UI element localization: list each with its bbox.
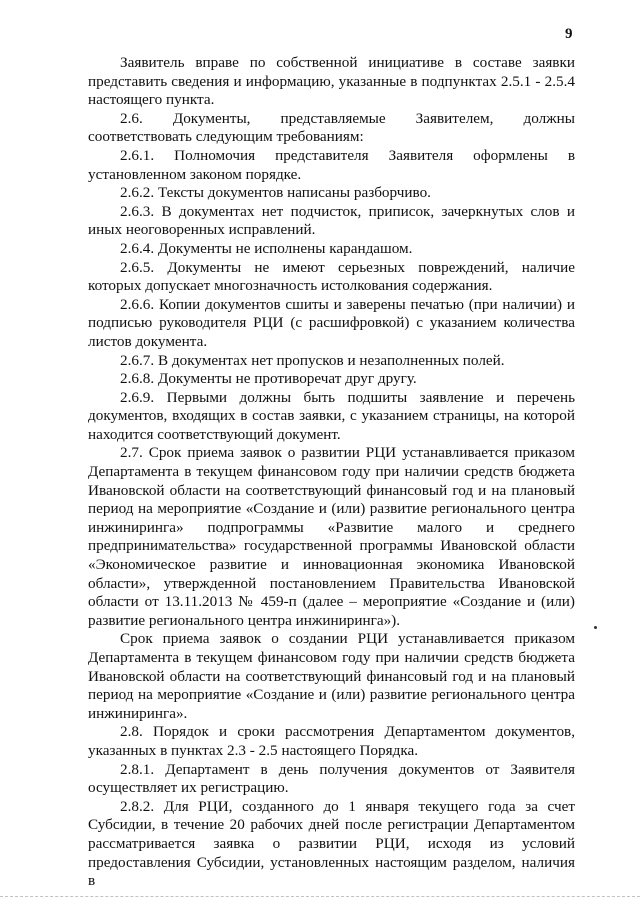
paragraph-2-7: 2.7. Срок приема заявок о развитии РЦИ устанавливается приказом Департамента в текущем финансовом году при наличии средств бюджета Ивановской области на соответствующий финансовый год и на плановый период на мероприятие «Создание и (или) развитие регионального центра инжиниринга» подпрограммы «Развитие малого и среднего предпринимательства» государственной программы Ивановской области «Экономическое развитие и инновационная экономика Ивановской области», утвержденной постановлением Правительства Ивановской области от 13.11.2013 № 459-п (далее – мероприятие «Создание и (или) развитие регионального центра инжиниринга»). [88, 444, 575, 629]
paragraph-2-8-1: 2.8.1. Департамент в день получения документов от Заявителя осуществляет их регистрацию. [88, 760, 575, 797]
paragraph-applicant-initiative: Заявитель вправе по собственной инициативе в составе заявки представить сведения и информацию, указанные в подпунктах 2.5.1 - 2.5.4 настоящего пункта. [88, 54, 575, 109]
paragraph-2-6-4: 2.6.4. Документы не исполнены карандашом. [120, 239, 413, 257]
scan-bottom-edge [0, 896, 640, 897]
paragraph-2-6-3: 2.6.3. В документах нет подчисток, приписок, зачеркнутых слов и иных неоговоренных исправлений. [88, 202, 575, 239]
document-body [88, 54, 575, 891]
paragraph-2-6-6: 2.6.6. Копии документов сшиты и заверены печатью (при наличии) и подписью руководителя РЦИ (с расшифровкой) с указанием количества листов документа. [88, 295, 575, 350]
paragraph-2-6-8: 2.6.8. Документы не противоречат друг другу. [120, 370, 417, 388]
paragraph-creation-deadline: Срок приема заявок о создании РЦИ устанавливается приказом Департамента в текущем финансовом году при наличии средств бюджета Ивановской области на соответствующий финансовый год и на плановый период на мероприятие «Создание и (или) развитие регионального центра инжиниринга». [88, 630, 575, 722]
paragraph-2-6-1: 2.6.1. Полномочия представителя Заявителя оформлены в установленном законом порядке. [88, 146, 575, 183]
scan-speck [594, 626, 597, 629]
page-number: 9 [565, 26, 573, 42]
paragraph-2-8: 2.8. Порядок и сроки рассмотрения Департаментом документов, указанных в пунктах 2.3 - 2.5 настоящего Порядка. [88, 723, 575, 759]
paragraph-2-6-2: 2.6.2. Тексты документов написаны разборчиво. [120, 184, 431, 202]
paragraph-2-6-7: 2.6.7. В документах нет пропусков и незаполненных полей. [120, 351, 505, 369]
paragraph-2-8-2: 2.8.2. Для РЦИ, созданного до 1 января текущего года за счет Субсидии, в течение 20 рабочих дней после регистрации Департаментом рассматривается заявка о развитии РЦИ, исходя из условий предоставления Субсидии, установленных настоящим разделом, наличия в [88, 797, 575, 890]
paragraph-2-6: 2.6. Документы, представляемые Заявителем, должны соответствовать следующим требованиям: [88, 109, 575, 146]
paragraph-2-6-9: 2.6.9. Первыми должны быть подшиты заявление и перечень документов, входящих в состав заявки, с указанием страницы, на которой находится соответствующий документ. [88, 388, 575, 443]
paragraph-2-6-5: 2.6.5. Документы не имеют серьезных повреждений, наличие которых допускает многозначность истолкования содержания. [88, 258, 575, 295]
